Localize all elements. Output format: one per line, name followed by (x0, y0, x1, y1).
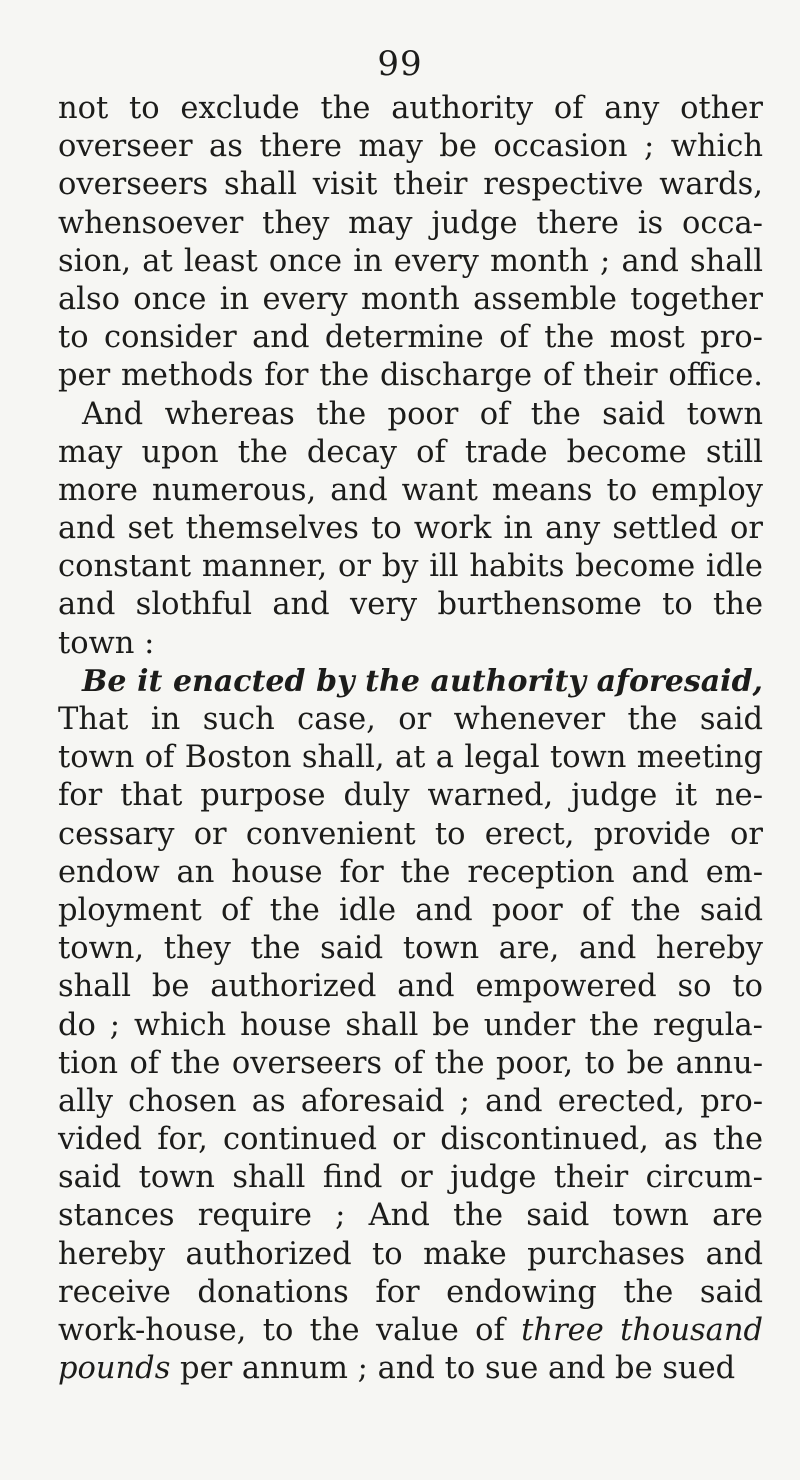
text-line: endow an house for the reception and em- (58, 854, 763, 890)
text-line: not to exclude the authority of any other (58, 91, 763, 126)
text-line: may upon the decay of trade become still (58, 434, 763, 470)
body-text (58, 90, 763, 1388)
page-number: 99 (377, 44, 423, 84)
text-line: also once in every month assemble together (58, 281, 763, 317)
text-line: hereby authorized to make purchases and (58, 1236, 763, 1272)
text-line: overseer as there may be occasion ; which (58, 129, 763, 165)
text-line: town : (58, 625, 155, 661)
text-line: town of Boston shall, at a legal town meeting (58, 740, 763, 776)
text-line: and set themselves to work in any settled or (58, 511, 763, 547)
italic-amount: three thousand (521, 1313, 764, 1348)
text-line: to consider and determine of the most pro- (58, 320, 763, 356)
text-line: whensoever they may judge there is occa- (58, 205, 763, 241)
text-line: And whereas the poor of the said town (82, 396, 763, 432)
text-line: cessary or convenient to erect, provide or (58, 816, 763, 852)
text-line: per methods for the discharge of their office. (58, 358, 763, 394)
text-fragment: per annum ; and to sue and be sued (170, 1351, 736, 1387)
text-line: said town shall find or judge their circum- (58, 1160, 763, 1196)
text-line: town, they the said town are, and hereby (58, 931, 763, 967)
text-line: for that purpose duly warned, judge it ne- (58, 778, 763, 814)
text-line: vided for, continued or discontinued, as the (58, 1122, 763, 1158)
text-line: constant manner, or by ill habits become idle (58, 549, 763, 585)
text-line: do ; which house shall be under the regula- (58, 1007, 763, 1043)
text-line: overseers shall visit their respective wards, (58, 167, 763, 203)
text-line: That in such case, or whenever the said (58, 702, 763, 737)
text-fragment: work-house, to the value of (58, 1313, 522, 1348)
text-line (58, 1350, 763, 1388)
text-line: shall be authorized and empowered so to (58, 969, 763, 1005)
text-line: and slothful and very burthensome to the (58, 587, 763, 623)
text-line: stances require ; And the said town are (58, 1198, 763, 1234)
enacting-clause: Be it enacted by the authority aforesaid, (82, 663, 763, 699)
italic-amount: pounds (58, 1351, 171, 1387)
text-line: sion, at least once in every month ; and shall (58, 243, 763, 279)
text-line: tion of the overseers of the poor, to be annu- (58, 1045, 763, 1081)
text-line (58, 1312, 763, 1350)
text-line: receive donations for endowing the said (58, 1274, 763, 1310)
text-line: more numerous, and want means to employ (58, 472, 763, 508)
text-line: ployment of the idle and poor of the said (58, 892, 763, 928)
text-line: ally chosen as aforesaid ; and erected, pro- (58, 1083, 763, 1119)
